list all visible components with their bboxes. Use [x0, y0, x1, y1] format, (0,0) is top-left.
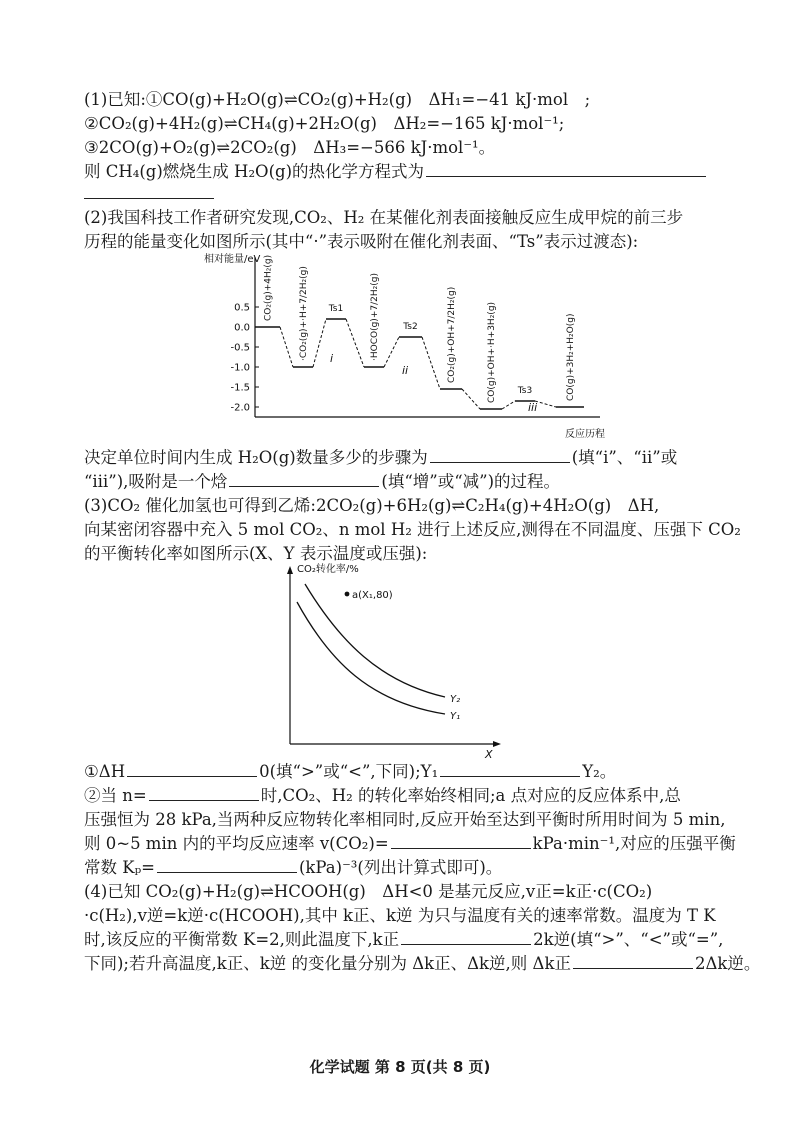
energy-level-label: Ts1 — [328, 304, 344, 314]
q4-text: 2Δk逆。 — [694, 954, 761, 973]
energy-connector — [313, 319, 326, 367]
energy-level-label: ·HOCO(g)+7/2H₂(g) — [370, 273, 380, 361]
answer-blank[interactable] — [430, 446, 570, 463]
y-tick-label: 0.0 — [234, 322, 250, 334]
q4-text: 时,该反应的平衡常数 K=2,则此温度下,k正 — [84, 930, 400, 949]
energy-diagram — [200, 252, 620, 447]
q1-prompt: 则 CH₄(g)燃烧生成 H₂O(g)的热化学方程式为 — [84, 162, 425, 181]
y-axis-label: CO₂转化率/% — [297, 564, 359, 575]
energy-level-label: Ts2 — [403, 322, 418, 332]
page-footer: 化学试题 第 8 页(共 8 页) — [309, 1058, 491, 1076]
q4-line3 — [84, 928, 723, 952]
q3-sub1-text: Y₂。 — [582, 762, 617, 781]
q3-sub2-text: 则 0~5 min 内的平均反应速率 v(CO₂)= — [84, 834, 389, 853]
conversion-chart — [275, 562, 515, 762]
answer-blank[interactable] — [573, 952, 693, 969]
energy-connector — [502, 401, 515, 409]
q3-line1: (3)CO₂ 催化加氢也可得到乙烯:2CO₂(g)+6H₂(g)⇌C₂H₄(g)+4H₂O(g) ΔH, — [84, 496, 660, 515]
x-axis-arrow — [493, 741, 501, 747]
q2-question-line2 — [84, 470, 560, 494]
answer-blank[interactable] — [84, 198, 214, 199]
q1-line2: ②CO₂(g)+4H₂(g)⇌CH₄(g)+2H₂O(g) ΔH₂=−165 kJ·mol⁻¹; — [84, 114, 565, 133]
energy-connector — [535, 401, 556, 407]
q2-line1: (2)我国科技工作者研究发现,CO₂、H₂ 在某催化剂表面接触反应生成甲烷的前三步 — [84, 208, 684, 227]
point-a — [345, 592, 350, 597]
q3-sub2-text: (kPa)⁻³(列出计算式即可)。 — [299, 858, 503, 877]
energy-connector — [280, 327, 293, 367]
q4-text: 下同);若升高温度,k正、k逆 的变化量分别为 Δk正、Δk逆,则 Δk正 — [84, 954, 571, 973]
q3-sub2-line1 — [84, 784, 681, 808]
y-tick-label: -0.5 — [230, 342, 250, 354]
answer-blank[interactable] — [157, 856, 297, 873]
q3-sub1 — [84, 760, 616, 784]
q4-line2: ·c(H₂),v逆=k逆·c(HCOOH),其中 k正、k逆 为只与温度有关的速率常数。温度为 T K — [84, 906, 716, 925]
q2-question-text: “ⅲ”),吸附是一个焓 — [84, 472, 228, 491]
energy-connector — [422, 337, 440, 389]
q3-sub1-text: ①ΔH — [84, 762, 126, 781]
y-tick-label: -1.5 — [230, 382, 250, 394]
q3-sub2-line4 — [84, 856, 502, 880]
step-label-i: i — [330, 352, 334, 365]
q4-line4 — [84, 952, 760, 976]
q2-line2: 历程的能量变化如图所示(其中“·”表示吸附在催化剂表面、“Ts”表示过渡态): — [84, 232, 639, 251]
energy-level-label: CO(g)+OH+·H+3H₂(g) — [487, 301, 497, 403]
step-label-iii: iii — [528, 401, 538, 414]
answer-blank[interactable] — [440, 760, 580, 777]
energy-connector — [462, 389, 480, 409]
y-tick-label: 0.5 — [234, 302, 250, 314]
q2-question-text: 决定单位时间内生成 H₂O(g)数量多少的步骤为 — [84, 448, 428, 467]
q2-question-hint: (填“ⅰ”、“ⅱ”或 — [571, 448, 678, 467]
q3-sub2-line3 — [84, 832, 736, 856]
q4-line1: (4)已知 CO₂(g)+H₂(g)⇌HCOOH(g) ΔH<0 是基元反应,v正=k正·c(CO₂) — [84, 882, 653, 901]
energy-connector — [346, 319, 364, 367]
energy-level-label: Ts3 — [517, 386, 533, 396]
y-tick-label: -1.0 — [230, 362, 250, 374]
answer-blank[interactable] — [401, 928, 531, 945]
answer-blank[interactable] — [391, 832, 531, 849]
energy-level-label: CO(g)+3H₂+H₂O(g) — [566, 313, 576, 401]
q3-sub2-line2: 压强恒为 28 kPa,当两种反应物转化率相同时,反应开始至达到平衡时所用时间为 5 min, — [84, 810, 726, 829]
x-axis-label: 反应历程 — [565, 429, 605, 440]
answer-blank[interactable] — [229, 470, 379, 487]
q1-line1: (1)已知:①CO(g)+H₂O(g)⇌CO₂(g)+H₂(g) ΔH₁=−41 kJ·mol ; — [84, 90, 591, 109]
energy-level-label: ·CO₂(g)+·H+7/2H₂(g) — [299, 266, 309, 361]
y-axis-arrow — [287, 566, 293, 574]
series-line-y1 — [297, 602, 445, 714]
q2-question-line1 — [84, 446, 677, 470]
q3-sub1-text: 0(填“>”或“<”,下同);Y₁ — [259, 762, 439, 781]
answer-blank[interactable] — [426, 160, 706, 177]
answer-blank[interactable] — [149, 784, 259, 801]
legend-y1: Y₁ — [450, 711, 461, 722]
point-a-label: a(X₁,80) — [352, 590, 393, 601]
q4-text: 2k逆(填“>”、“<”或“=”, — [533, 930, 724, 949]
q1-line3: ③2CO(g)+O₂(g)⇌2CO₂(g) ΔH₃=−566 kJ·mol⁻¹。 — [84, 138, 496, 157]
energy-connector — [384, 337, 399, 367]
q2-question-hint: (填“增”或“减”)的过程。 — [381, 472, 561, 491]
q3-sub2-text: kPa·min⁻¹,对应的压强平衡 — [532, 834, 736, 853]
y-axis-label: 相对能量/eV — [204, 254, 261, 265]
step-label-ii: ii — [402, 364, 409, 377]
x-axis-label: X — [485, 748, 493, 761]
q3-sub2-text: 时,CO₂、H₂ 的转化率始终相同;a 点对应的反应体系中,总 — [260, 786, 681, 805]
y-tick-label: -2.0 — [230, 402, 250, 414]
energy-level-label: CO₂(g)+4H₂(g) — [263, 254, 274, 321]
q3-line2: 向某密闭容器中充入 5 mol CO₂、n mol H₂ 进行上述反应,测得在不同温度、压强下 CO₂ — [84, 520, 741, 539]
q3-sub2-text: 常数 Kₚ= — [84, 858, 155, 877]
q3-line3: 的平衡转化率如图所示(X、Y 表示温度或压强): — [84, 544, 428, 563]
legend-y2: Y₂ — [450, 694, 461, 705]
q3-sub2-text: ②当 n= — [84, 786, 147, 805]
energy-level-label: CO₂(g)+OH+7/2H₂(g) — [447, 286, 457, 383]
answer-blank[interactable] — [127, 760, 257, 777]
q1-line4 — [84, 160, 708, 184]
